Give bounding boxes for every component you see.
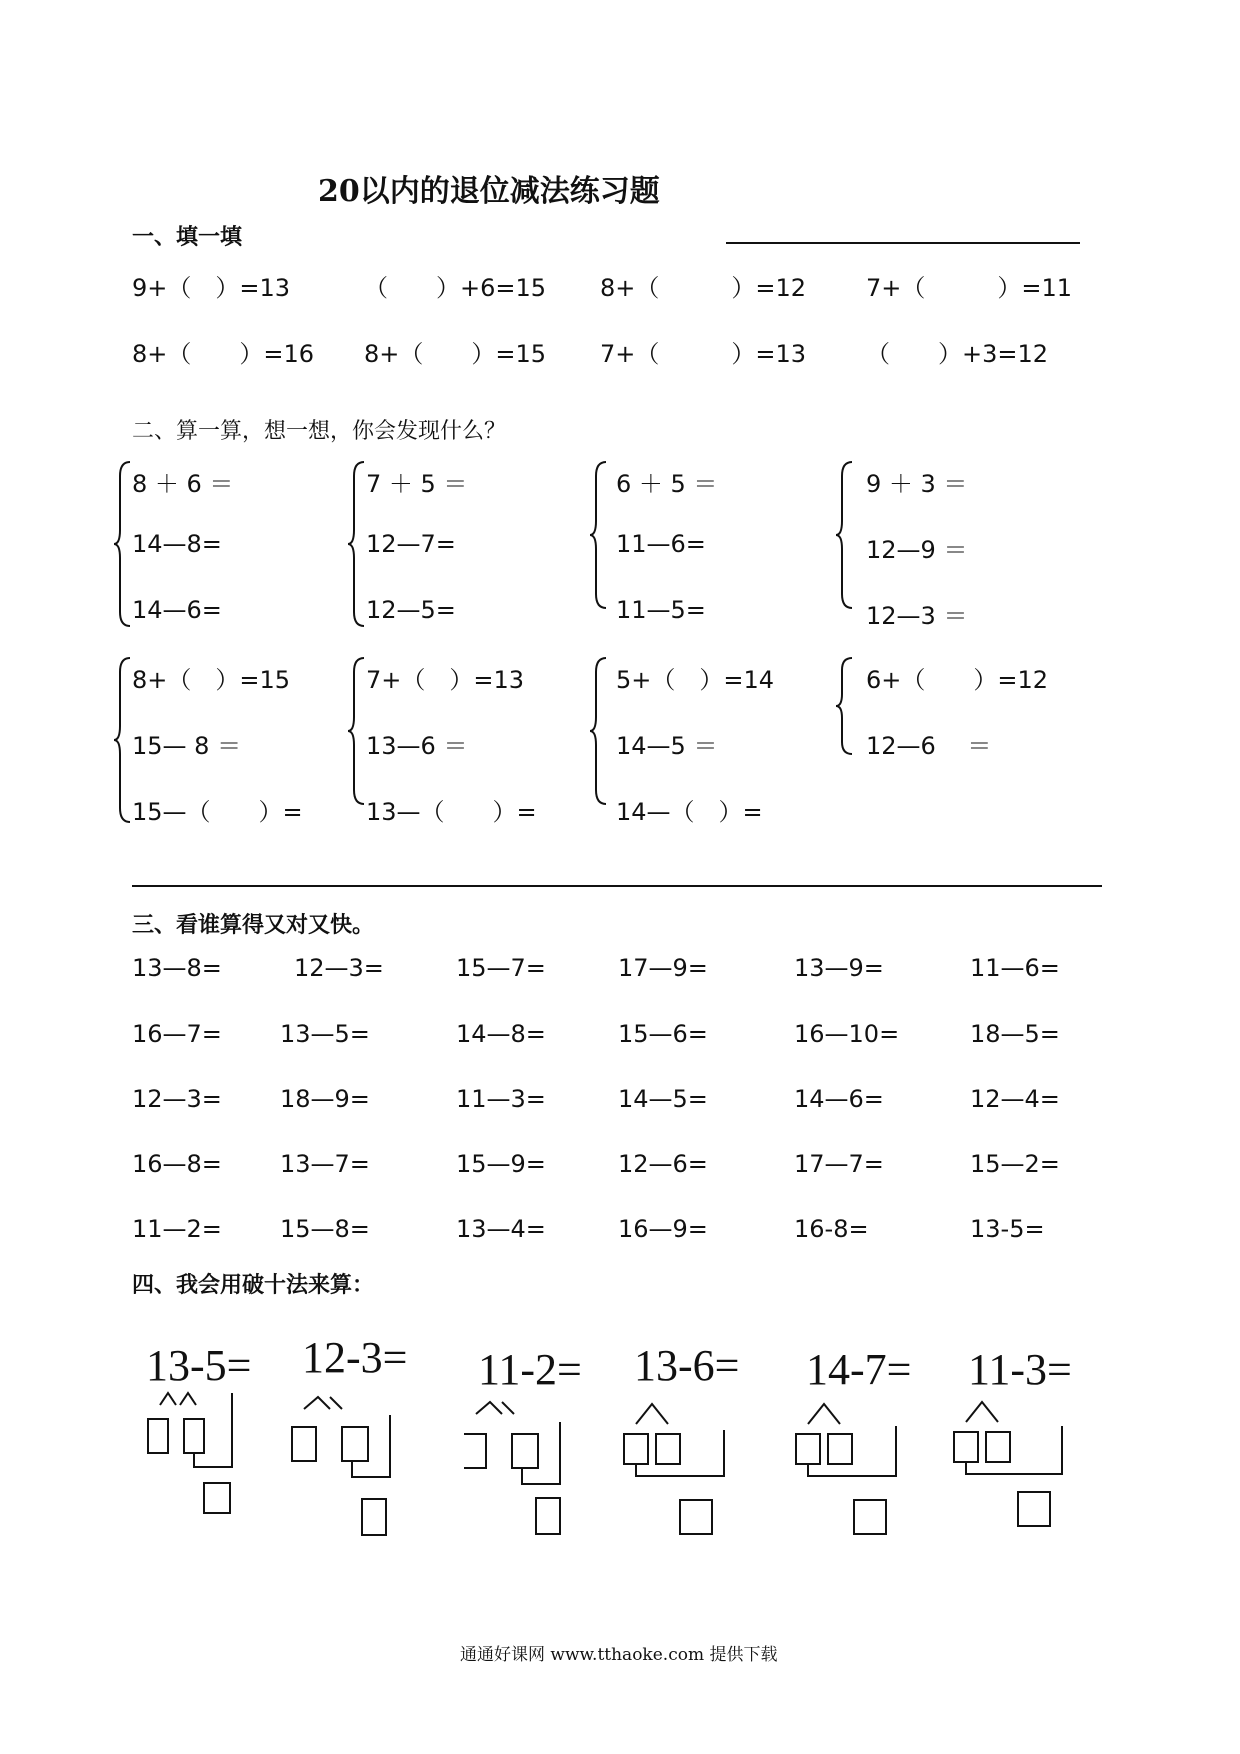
brace-icon	[346, 460, 368, 628]
break-ten-diagram	[290, 1385, 400, 1545]
drill-item: 12—3=	[132, 1085, 222, 1113]
calc-item: 6+（ ）=12	[866, 666, 1049, 694]
break-ten-problem: 13-5=	[146, 1341, 252, 1390]
fill-item: 8+（ ）=16	[132, 340, 315, 368]
drill-item: 15—9=	[456, 1150, 546, 1178]
break-ten-diagram	[950, 1390, 1070, 1540]
fill-item: （ ）+3=12	[866, 340, 1049, 368]
calc-item: 15— 8 ＝	[132, 732, 242, 760]
calc-item: 15—（ ）=	[132, 798, 303, 826]
drill-item: 16—7=	[132, 1020, 222, 1048]
fill-item: （ ）+6=15	[364, 274, 547, 302]
break-ten-problem: 14-7=	[806, 1345, 912, 1394]
section3-heading: 三、看谁算得又对又快。	[132, 913, 375, 938]
calc-item: 8+（ ）=15	[132, 666, 291, 694]
brace-icon	[834, 460, 856, 610]
drill-item: 11—2=	[132, 1215, 222, 1243]
drill-item: 18—9=	[280, 1085, 370, 1113]
drill-item: 13—4=	[456, 1215, 546, 1243]
drill-item: 12—4=	[970, 1085, 1060, 1113]
drill-item: 13—5=	[280, 1020, 370, 1048]
drill-item: 14—6=	[794, 1085, 884, 1113]
calc-item: 9 ＋ 3 ＝	[866, 470, 968, 498]
name-line	[726, 242, 1080, 244]
drill-item: 14—8=	[456, 1020, 546, 1048]
fill-item: 7+（ ）=13	[600, 340, 807, 368]
calc-item: 14—6=	[132, 596, 222, 624]
drill-item: 11—3=	[456, 1085, 546, 1113]
calc-item: 13—6 ＝	[366, 732, 468, 760]
brace-icon	[346, 656, 368, 806]
footer: 通通好课网 www.tthaoke.com 提供下载	[460, 1645, 778, 1665]
drill-item: 15—7=	[456, 954, 546, 982]
calc-item: 7 ＋ 5 ＝	[366, 470, 468, 498]
brace-icon	[112, 460, 134, 628]
calc-item: 12—7=	[366, 530, 456, 558]
break-ten-problem: 11-3=	[968, 1345, 1072, 1394]
page-title: 20以内的退位减法练习题	[318, 174, 660, 209]
drill-item: 14—5=	[618, 1085, 708, 1113]
calc-item: 8 ＋ 6 ＝	[132, 470, 234, 498]
brace-icon	[588, 656, 610, 806]
calc-item: 14—（ ）=	[616, 798, 763, 826]
calc-item: 12—9 ＝	[866, 536, 968, 564]
break-ten-problem: 13-6=	[634, 1341, 740, 1390]
calc-item: 14—8=	[132, 530, 222, 558]
calc-item: 12—3 ＝	[866, 602, 968, 630]
brace-icon	[112, 656, 134, 824]
drill-item: 15—6=	[618, 1020, 708, 1048]
drill-item: 16—10=	[794, 1020, 900, 1048]
drill-item: 13—8=	[132, 954, 222, 982]
section2-heading: 二、算一算，想一想，你会发现什么？	[132, 419, 507, 444]
drill-item: 11—6=	[970, 954, 1060, 982]
break-ten-problem: 11-2=	[478, 1345, 582, 1394]
calc-item: 11—5=	[616, 596, 706, 624]
drill-item: 15—2=	[970, 1150, 1060, 1178]
section4-heading: 四、我会用破十法来算：	[132, 1273, 375, 1298]
fill-item: 8+（ ）=15	[364, 340, 547, 368]
drill-item: 15—8=	[280, 1215, 370, 1243]
drill-item: 13-5=	[970, 1215, 1045, 1243]
drill-item: 12—6=	[618, 1150, 708, 1178]
drill-item: 16—8=	[132, 1150, 222, 1178]
brace-icon	[834, 656, 856, 756]
calc-item: 7+（ ）=13	[366, 666, 525, 694]
fill-item: 8+（ ）=12	[600, 274, 807, 302]
drill-item: 13—9=	[794, 954, 884, 982]
calc-item: 5+（ ）=14	[616, 666, 775, 694]
calc-item: 13—（ ）=	[366, 798, 537, 826]
drill-item: 17—7=	[794, 1150, 884, 1178]
fill-item: 9+（ ）=13	[132, 274, 291, 302]
drill-item: 16-8=	[794, 1215, 869, 1243]
calc-item: 12—6 ＝	[866, 732, 992, 760]
fill-item: 7+（ ）=11	[866, 274, 1073, 302]
break-ten-diagram	[790, 1390, 910, 1540]
break-ten-diagram	[618, 1392, 738, 1542]
drill-item: 16—9=	[618, 1215, 708, 1243]
calc-item: 12—5=	[366, 596, 456, 624]
calc-item: 6 ＋ 5 ＝	[616, 470, 718, 498]
section-divider	[132, 885, 1102, 887]
section1-heading: 一、填一填	[132, 225, 243, 250]
break-ten-problem: 12-3=	[302, 1333, 408, 1382]
drill-item: 17—9=	[618, 954, 708, 982]
calc-item: 11—6=	[616, 530, 706, 558]
calc-item: 14—5 ＝	[616, 732, 718, 760]
drill-item: 18—5=	[970, 1020, 1060, 1048]
break-ten-diagram	[140, 1385, 240, 1525]
drill-item: 13—7=	[280, 1150, 370, 1178]
break-ten-diagram	[462, 1392, 572, 1542]
brace-icon	[588, 460, 610, 610]
drill-item: 12—3=	[294, 954, 384, 982]
